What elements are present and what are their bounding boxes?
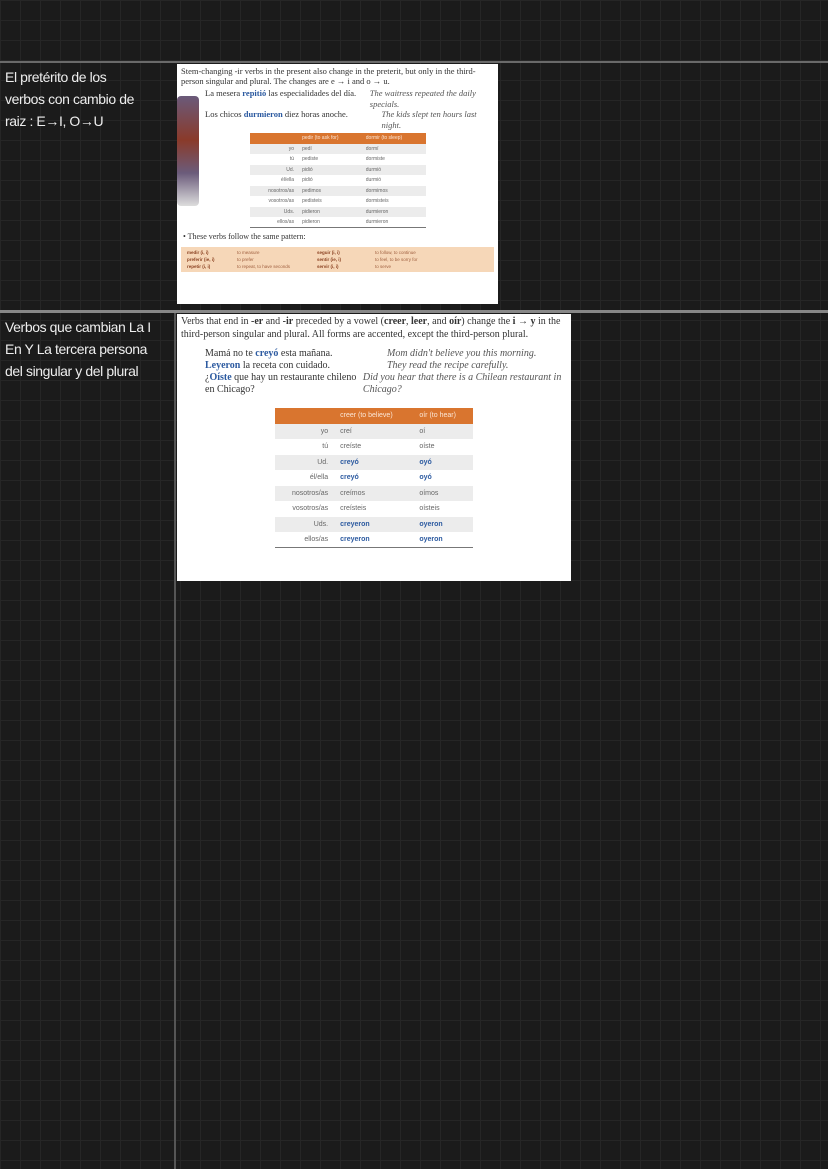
example-english: They read the recipe carefully.	[387, 360, 509, 371]
table-cell: pidió	[298, 165, 362, 176]
example-english: Did you hear that there is a Chilean restaurant in Chicago?	[362, 372, 562, 395]
pattern-box	[181, 247, 494, 272]
example-text: esta mañana.	[278, 348, 333, 359]
intro-part: oír	[449, 316, 462, 327]
examples	[177, 88, 498, 130]
table-row	[250, 186, 426, 197]
pattern-meaning: to repeat, to have seconds	[237, 264, 291, 269]
table-cell: oí	[413, 424, 473, 440]
column-header: oír (to hear)	[413, 408, 473, 424]
intro-part: ) change the	[461, 316, 513, 327]
table-row	[250, 154, 426, 165]
example-text: las especialidades del día.	[266, 88, 357, 98]
example-verb: Oíste	[209, 372, 232, 383]
table-cell: creísteis	[340, 505, 367, 513]
table-cell: vosotros/as	[292, 505, 329, 513]
table-row	[250, 165, 426, 176]
table-cell: durmió	[365, 177, 382, 184]
intro-part: , and	[427, 316, 450, 327]
intro-part: i → y	[512, 316, 536, 327]
table-cell: vosotros/as	[268, 198, 295, 205]
intro-part: creer	[384, 316, 407, 327]
column-header	[275, 408, 334, 424]
pattern-meaning: to feel, to be sorry for	[375, 257, 418, 262]
example-verb: durmieron	[243, 109, 283, 119]
example-row	[177, 109, 498, 130]
textbook-image-2[interactable]	[177, 314, 571, 581]
table-row	[250, 175, 426, 186]
table-cell: creíste	[340, 443, 362, 451]
example-text: la receta con cuidado.	[240, 360, 331, 371]
table-cell: durmieron	[362, 207, 426, 218]
example-spanish	[177, 88, 370, 109]
intro-part: preceded by a vowel (	[293, 316, 385, 327]
table-cell: Uds.	[275, 517, 334, 533]
table-cell: oyó	[419, 474, 432, 482]
table-cell: pidieron	[298, 207, 362, 218]
textbook-image-1[interactable]	[177, 64, 498, 304]
table-cell: dormimos	[362, 186, 426, 197]
table-header	[275, 408, 473, 424]
column-header: creer (to believe)	[334, 408, 413, 424]
table-row	[275, 532, 473, 548]
example-text: ¿	[205, 372, 210, 383]
note-heading-1	[5, 66, 173, 132]
table-cell: creí	[334, 424, 413, 440]
table-cell: ellos/as	[275, 532, 334, 548]
table-cell: él/ella	[309, 474, 329, 482]
illustration	[177, 96, 199, 206]
table-row	[275, 486, 473, 502]
note-line: El pretérito de los	[5, 69, 107, 85]
example-row	[177, 348, 571, 360]
note-heading-2	[5, 316, 173, 382]
table-cell: oyó	[413, 455, 473, 471]
top-divider	[0, 61, 828, 63]
table-cell: dormisteis	[365, 198, 389, 205]
example-spanish	[177, 348, 387, 360]
note-line: verbos con cambio de	[5, 91, 134, 107]
example-row	[177, 372, 571, 396]
table-row	[275, 455, 473, 471]
example-verb: Leyeron	[205, 360, 241, 371]
example-spanish	[177, 109, 381, 130]
table-cell: oyeron	[413, 517, 473, 533]
column-header: pedir (to ask for)	[298, 133, 362, 144]
table-cell: creyó	[334, 455, 413, 471]
pattern-meaning: to measure	[237, 250, 260, 255]
table-cell: oísteis	[419, 505, 440, 513]
example-text: diez horas anoche.	[282, 109, 348, 119]
examples	[177, 348, 571, 396]
table-row	[275, 501, 473, 517]
example-text: Mamá no te	[205, 348, 256, 359]
pattern-meaning: to prefer	[237, 257, 254, 262]
table-cell: nosotros/as	[275, 486, 334, 502]
table-cell: creyeron	[334, 532, 413, 548]
table-cell: creyó	[340, 474, 359, 482]
intro-part: and	[263, 316, 283, 327]
table-row	[275, 470, 473, 486]
intro-part: Verbs that end in	[181, 316, 251, 327]
example-english: The kids slept ten hours last night.	[381, 109, 477, 130]
note-line: del singular y del plural	[5, 363, 139, 379]
note-line: En Y La tercera persona	[5, 341, 148, 357]
table-row	[250, 217, 426, 228]
creer-oir-table	[275, 408, 473, 548]
intro-text: Stem-changing -ir verbs in the present also change in the preterit, but only in the third-person singular and plural. The changes are e → i and o → u.	[181, 66, 476, 86]
table-cell: oíste	[419, 443, 435, 451]
example-row	[177, 88, 498, 109]
column-header	[250, 133, 299, 144]
table-row	[250, 207, 426, 218]
table-cell: pediste	[302, 156, 319, 163]
table-cell: pidieron	[298, 217, 362, 228]
example-text: Los chicos	[205, 109, 244, 119]
table-cell: Uds.	[250, 207, 299, 218]
example-row	[177, 360, 571, 372]
intro-part: in the third-person singular and plural. All forms are accented, except the third-person plural.	[181, 316, 561, 340]
section-divider	[0, 310, 828, 313]
table-cell: tú	[322, 443, 329, 451]
table-cell: tú	[289, 156, 295, 163]
table-header	[250, 133, 426, 144]
example-text: La mesera	[205, 88, 243, 98]
pattern-verb: seguir (i, i)	[317, 250, 340, 255]
table-cell: dormí	[362, 144, 426, 155]
table-cell: pedimos	[298, 186, 362, 197]
table-row	[250, 144, 426, 155]
table-row	[250, 196, 426, 207]
table-cell: durmieron	[362, 217, 426, 228]
table-cell: yo	[250, 144, 299, 155]
pattern-verb: servir (i, i)	[317, 264, 339, 269]
intro-part: leer	[411, 316, 428, 327]
table-cell: él/ella	[281, 177, 295, 184]
pattern-verb: preferir (ie, i)	[187, 257, 215, 262]
intro-part: ,	[406, 316, 412, 327]
table-cell: pidió	[302, 177, 313, 184]
pattern-meaning: to follow, to continue	[375, 250, 416, 255]
pattern-verb: repetir (i, i)	[187, 264, 211, 269]
table-row	[275, 424, 473, 440]
table-cell: oímos	[413, 486, 473, 502]
example-verb: repitió	[242, 88, 267, 98]
table-row	[275, 439, 473, 455]
intro-text	[177, 314, 571, 342]
table-cell: durmió	[362, 165, 426, 176]
table-cell: oyeron	[413, 532, 473, 548]
table-cell: dormiste	[365, 156, 385, 163]
example-spanish	[177, 360, 387, 372]
intro-part: -er	[251, 316, 264, 327]
pattern-title-text: These verbs follow the same pattern:	[187, 232, 306, 241]
table-cell: ellos/as	[250, 217, 299, 228]
table-cell: yo	[275, 424, 334, 440]
pattern-verb: medir (i, i)	[187, 250, 209, 255]
note-line: raiz : E→I, O→U	[5, 113, 104, 129]
example-text: que hay un restaurante chileno en Chicago?	[205, 372, 357, 395]
example-english: The waitress repeated the daily specials.	[369, 88, 476, 109]
table-cell: Ud.	[250, 165, 299, 176]
pedir-dormir-table	[250, 133, 426, 228]
pattern-verb: sentir (ie, i)	[317, 257, 342, 262]
example-english: Mom didn't believe you this morning.	[387, 348, 537, 359]
example-verb: creyó	[255, 348, 279, 359]
table-cell: creyeron	[334, 517, 413, 533]
table-cell: creímos	[334, 486, 413, 502]
column-header: dormir (to sleep)	[362, 133, 426, 144]
table-row	[275, 517, 473, 533]
table-cell: pedisteis	[302, 198, 322, 205]
pattern-meaning: to serve	[375, 264, 392, 269]
margin-line	[174, 313, 176, 1169]
example-spanish	[177, 372, 363, 396]
note-line: Verbos que cambian La I	[5, 319, 151, 335]
table-cell: pedí	[298, 144, 362, 155]
intro-part: -ir	[282, 316, 294, 327]
table-cell: Ud.	[275, 455, 334, 471]
pattern-title: • These verbs follow the same pattern:	[183, 232, 306, 241]
table-cell: nosotros/as	[250, 186, 299, 197]
